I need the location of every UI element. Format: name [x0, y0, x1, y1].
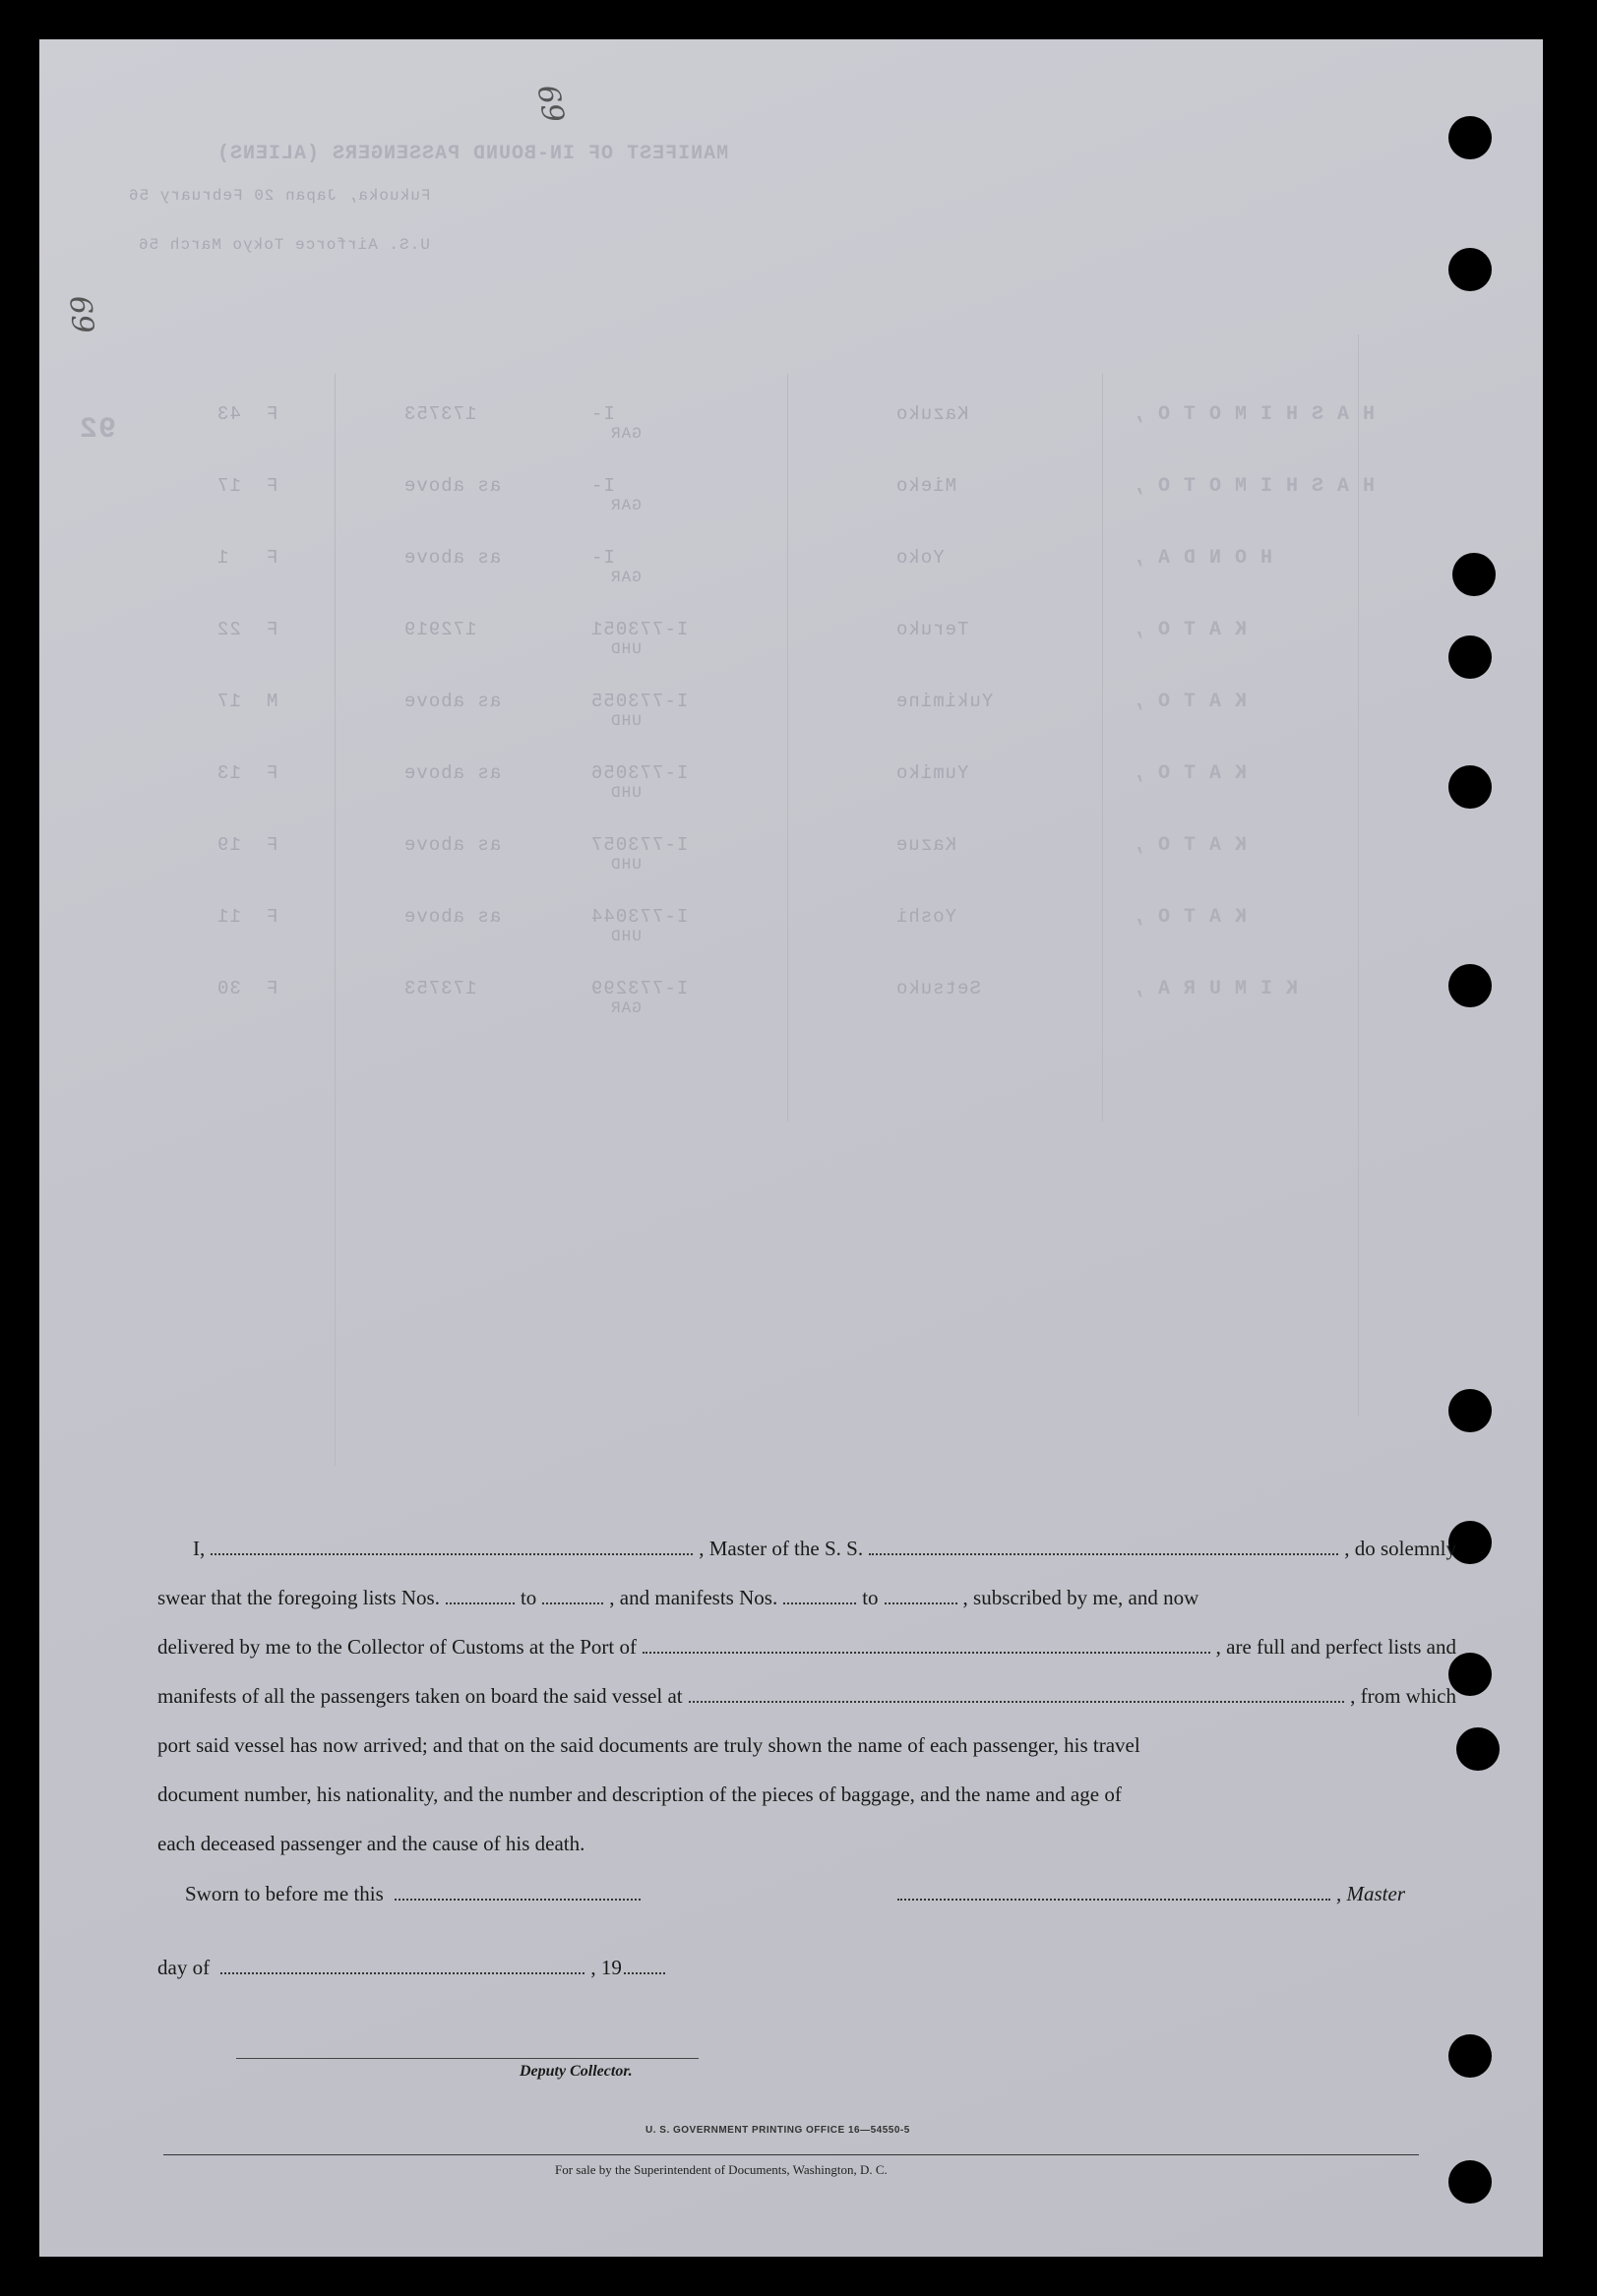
oath-line-1: [157, 1512, 1456, 1561]
bleed-cell-code: F: [266, 906, 278, 928]
bleed-cell-num: as above: [403, 691, 502, 712]
sworn-label: Sworn to before me this: [185, 1882, 384, 1905]
bleed-cell-doc2: UHD: [610, 712, 642, 730]
sworn-field: [395, 1899, 641, 1901]
bleed-column-line: [1102, 374, 1103, 1121]
punch-hole: [1448, 765, 1492, 809]
oath-text: , and manifests Nos.: [609, 1586, 778, 1609]
bleed-cell-name: K A T O ,: [1132, 834, 1248, 857]
bleed-cell-doc2: UHD: [610, 856, 642, 874]
bleed-page-number: 92: [79, 413, 117, 447]
port-field: [643, 1652, 1210, 1654]
bleed-cell-doc: I-: [590, 403, 615, 425]
bleed-cell-num: as above: [403, 834, 502, 856]
day-of-label: day of: [157, 1956, 211, 1979]
handwritten-number-side: 69: [64, 293, 103, 335]
bleed-cell-doc: I-: [590, 475, 615, 497]
handwritten-number-top: 69: [529, 82, 571, 126]
bleed-cell-given: Yoshi: [895, 906, 957, 928]
bleed-cell-given: Mieko: [895, 475, 957, 497]
oath-text: swear that the foregoing lists Nos.: [157, 1586, 440, 1609]
oath-text: , are full and perfect lists and: [1215, 1635, 1456, 1659]
bleed-cell-doc2: UHD: [610, 928, 642, 945]
bleed-cell-given: Kazuko: [895, 403, 969, 425]
oath-text: manifests of all the passengers taken on board the said vessel at: [157, 1684, 683, 1708]
ship-name-field: [869, 1553, 1338, 1555]
oath-text: to: [862, 1586, 879, 1609]
master-signature-field: [897, 1899, 1330, 1901]
bleed-cell-given: Kazue: [895, 834, 957, 856]
oath-line-7: [157, 1807, 1456, 1856]
bleed-line3: U.S. Airforce Tokyo March 56: [138, 236, 430, 254]
oath-line-5: [157, 1709, 1456, 1758]
oath-text: port said vessel has now arrived; and that on the said documents are truly shown the name of each passenger, his travel: [157, 1733, 1140, 1757]
punch-hole: [1456, 1727, 1500, 1771]
bleed-cell-doc: I-773055: [590, 691, 689, 712]
bleed-subheading: Fukuoka, Japan 20 February 56: [128, 187, 431, 205]
oath-line-3: [157, 1610, 1456, 1660]
bleed-cell-num2: 30: [216, 978, 241, 999]
bleed-cell-num: as above: [403, 762, 502, 784]
bleed-cell-doc: I-773044: [590, 906, 689, 928]
bleed-cell-given: Setsuko: [895, 978, 981, 999]
bleed-cell-doc2: UHD: [610, 640, 642, 658]
bleed-cell-doc: I-773299: [590, 978, 689, 999]
punch-hole: [1448, 964, 1492, 1007]
oath-paragraph: [157, 1512, 1456, 1856]
bleed-cell-code: F: [266, 978, 278, 999]
punch-hole: [1448, 635, 1492, 679]
oath-text: to: [520, 1586, 537, 1609]
bleed-cell-name: H O N D A ,: [1132, 547, 1273, 570]
bleed-cell-doc: I-773051: [590, 619, 689, 640]
bleed-cell-given: Yoko: [895, 547, 945, 569]
bleed-cell-doc: I-773056: [590, 762, 689, 784]
manifest-no-from-field: [783, 1602, 856, 1604]
oath-line-4: [157, 1660, 1456, 1709]
punch-hole: [1448, 2160, 1492, 2204]
bleed-cell-given: Yukimine: [895, 691, 994, 712]
bleed-cell-doc2: UHD: [610, 784, 642, 802]
bleed-cell-doc2: GAR: [610, 425, 642, 443]
day-line: [157, 1956, 671, 1980]
oath-text: document number, his nationality, and the number and description of the pieces of baggage, and the name and age of: [157, 1782, 1122, 1806]
bleed-cell-code: F: [266, 547, 278, 569]
bleed-cell-num2: 17: [216, 475, 241, 497]
oath-line-2: [157, 1561, 1456, 1610]
bleed-cell-num2: 19: [216, 834, 241, 856]
bleed-cell-name: K I M U R A ,: [1132, 978, 1299, 1000]
manifest-no-to-field: [885, 1602, 957, 1604]
bleed-cell-num: as above: [403, 475, 502, 497]
punch-hole: [1448, 116, 1492, 159]
master-name-field: [211, 1553, 693, 1555]
bleed-cell-name: K A T O ,: [1132, 619, 1248, 641]
bleed-cell-code: F: [266, 475, 278, 497]
bleed-cell-num2: 13: [216, 762, 241, 784]
sworn-line: [185, 1882, 646, 1906]
bleed-cell-doc2: GAR: [610, 569, 642, 586]
bleed-cell-code: F: [266, 403, 278, 425]
bleed-cell-name: K A T O ,: [1132, 762, 1248, 785]
oath-text: , subscribed by me, and now: [962, 1586, 1199, 1609]
footer-rule: [163, 2154, 1419, 2155]
bleed-cell-num2: 43: [216, 403, 241, 425]
bleed-cell-num2: 11: [216, 906, 241, 928]
bleed-cell-doc: I-: [590, 547, 615, 569]
punch-hole: [1448, 1389, 1492, 1432]
bleed-cell-name: H A S H I M O T O ,: [1132, 475, 1376, 498]
master-label: , Master: [1336, 1882, 1405, 1905]
bleed-cell-code: M: [266, 691, 278, 712]
year-field: [624, 1972, 665, 1974]
oath-text: delivered by me to the Collector of Customs at the Port of: [157, 1635, 637, 1659]
bleed-cell-num2: 22: [216, 619, 241, 640]
year-label: , 19: [590, 1956, 622, 1979]
bleed-cell-name: H A S H I M O T O ,: [1132, 403, 1376, 426]
bleed-cell-code: F: [266, 762, 278, 784]
bleed-cell-given: Teruko: [895, 619, 969, 640]
document-page: [39, 39, 1543, 2257]
embark-port-field: [689, 1701, 1345, 1703]
bleed-cell-doc2: GAR: [610, 999, 642, 1017]
bleed-cell-code: F: [266, 834, 278, 856]
oath-text: I,: [193, 1537, 206, 1560]
bleed-cell-name: K A T O ,: [1132, 691, 1248, 713]
bleed-cell-num: as above: [403, 906, 502, 928]
oath-text: , Master of the S. S.: [699, 1537, 864, 1560]
sale-notice: For sale by the Superintendent of Documents, Washington, D. C.: [555, 2162, 888, 2177]
day-field: [220, 1972, 584, 1974]
printer-imprint: U. S. GOVERNMENT PRINTING OFFICE 16—54550-5: [645, 2125, 910, 2136]
list-no-from-field: [446, 1602, 515, 1604]
oath-line-6: [157, 1758, 1456, 1807]
bleed-cell-num: 172919: [403, 619, 477, 640]
bleed-column-line: [787, 374, 788, 1121]
master-signature-line: [891, 1882, 1405, 1906]
bleed-cell-given: Yumiko: [895, 762, 969, 784]
bleed-cell-num: 173753: [403, 403, 477, 425]
bleed-cell-num2: 1: [216, 547, 229, 569]
oath-text: , from which: [1350, 1684, 1456, 1708]
bleed-cell-num: as above: [403, 547, 502, 569]
bleed-cell-name: K A T O ,: [1132, 906, 1248, 929]
bleed-column-line: [335, 374, 336, 1466]
bleed-cell-code: F: [266, 619, 278, 640]
deputy-collector-label: Deputy Collector.: [520, 2063, 633, 2080]
bleed-heading: MANIFEST OF IN-BOUND PASSENGERS (ALIENS): [216, 143, 729, 165]
punch-hole: [1448, 2034, 1492, 2078]
oath-text: , do solemnly: [1344, 1537, 1456, 1560]
deputy-signature-rule: [236, 2058, 699, 2059]
punch-hole: [1452, 553, 1496, 596]
punch-hole: [1448, 248, 1492, 291]
bleed-cell-doc2: GAR: [610, 497, 642, 514]
oath-text: each deceased passenger and the cause of his death.: [157, 1832, 585, 1855]
bleed-cell-num: 173753: [403, 978, 477, 999]
bleed-cell-doc: I-773057: [590, 834, 689, 856]
bleed-cell-num2: 17: [216, 691, 241, 712]
list-no-to-field: [542, 1602, 603, 1604]
